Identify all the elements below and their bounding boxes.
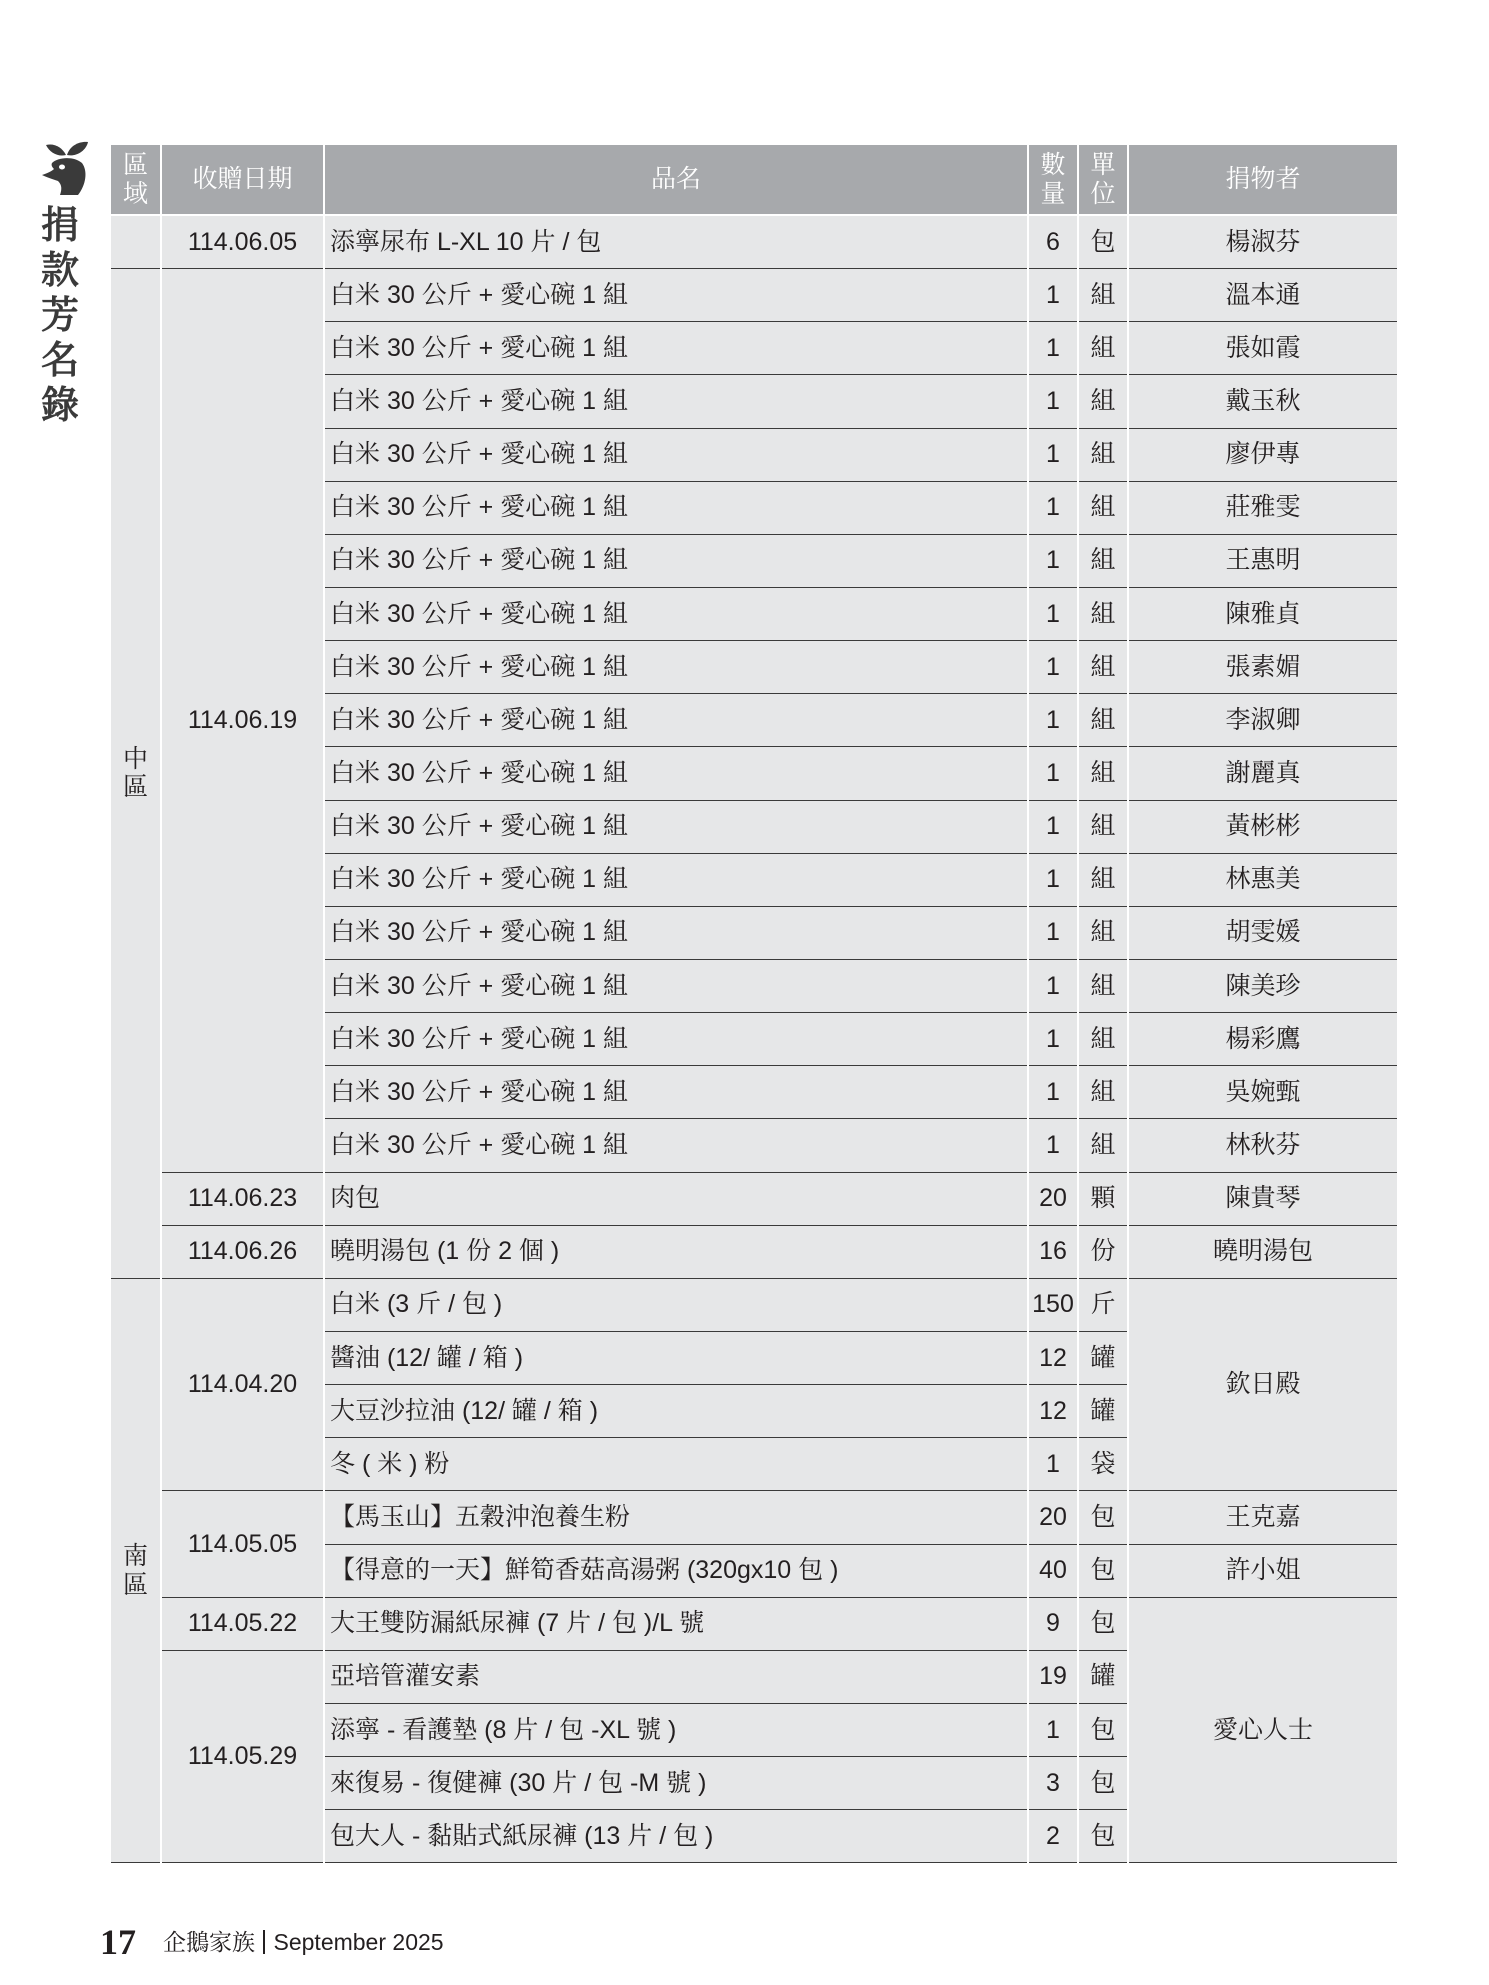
unit: 組 [1079,588,1127,641]
donor: 溫本通 [1129,269,1397,322]
date-cell: 114.05.22 [162,1598,323,1651]
header-area-label: 區域 [123,150,149,208]
date-cell: 114.05.29 [162,1651,323,1864]
quantity: 1 [1029,1066,1077,1119]
unit: 組 [1079,694,1127,747]
item-name: 【馬玉山】五穀沖泡養生粉 [325,1491,1027,1544]
quantity: 3 [1029,1757,1077,1810]
unit: 組 [1079,1066,1127,1119]
unit: 顆 [1079,1173,1127,1226]
donation-table [109,145,1399,1863]
unit: 組 [1079,1013,1127,1066]
unit: 罐 [1079,1385,1127,1438]
donor: 林秋芬 [1129,1119,1397,1172]
header-item: 品名 [325,145,1027,216]
donor: 陳貴琴 [1129,1173,1397,1226]
unit: 組 [1079,269,1127,322]
unit: 包 [1079,1491,1127,1544]
date-cell: 114.04.20 [162,1279,323,1492]
item-name: 亞培管灌安素 [325,1651,1027,1704]
unit: 組 [1079,641,1127,694]
unit: 包 [1079,1757,1127,1810]
donor: 吳婉甄 [1129,1066,1397,1119]
item-name: 【得意的一天】鮮筍香菇高湯粥 (320gx10 包 ) [325,1545,1027,1598]
item-name: 包大人 - 黏貼式紙尿褲 (13 片 / 包 ) [325,1810,1027,1863]
item-name: 添寧尿布 L-XL 10 片 / 包 [325,216,1027,269]
unit: 罐 [1079,1332,1127,1385]
donor: 李淑卿 [1129,694,1397,747]
donor: 陳雅貞 [1129,588,1397,641]
item-name: 白米 30 公斤 + 愛心碗 1 組 [325,641,1027,694]
quantity: 20 [1029,1491,1077,1544]
quantity: 1 [1029,747,1077,800]
unit: 組 [1079,535,1127,588]
donor: 胡雯媛 [1129,907,1397,960]
header-unit [1079,145,1127,216]
item-name: 白米 30 公斤 + 愛心碗 1 組 [325,801,1027,854]
donor: 曉明湯包 [1129,1226,1397,1279]
unit: 包 [1079,1704,1127,1757]
item-name: 白米 30 公斤 + 愛心碗 1 組 [325,482,1027,535]
item-name: 白米 30 公斤 + 愛心碗 1 組 [325,1066,1027,1119]
item-name: 白米 30 公斤 + 愛心碗 1 組 [325,269,1027,322]
quantity: 1 [1029,535,1077,588]
quantity: 1 [1029,1704,1077,1757]
quantity: 1 [1029,801,1077,854]
item-name: 白米 30 公斤 + 愛心碗 1 組 [325,747,1027,800]
donor: 許小姐 [1129,1545,1397,1598]
page-number: 17 [100,1922,136,1962]
quantity: 1 [1029,269,1077,322]
unit: 罐 [1079,1651,1127,1704]
area-cell [111,216,160,269]
item-name: 白米 30 公斤 + 愛心碗 1 組 [325,960,1027,1013]
quantity: 150 [1029,1279,1077,1332]
donor: 陳美珍 [1129,960,1397,1013]
header-unit-label: 單位 [1090,150,1116,208]
donor: 謝麗真 [1129,747,1397,800]
date-cell: 114.06.23 [162,1173,323,1226]
area-cell [111,1279,160,1864]
publication-name: 企鵝家族 [163,1928,255,1955]
quantity: 1 [1029,1438,1077,1491]
item-name: 醬油 (12/ 罐 / 箱 ) [325,1332,1027,1385]
donor: 愛心人士 [1129,1598,1397,1864]
unit: 組 [1079,375,1127,428]
quantity: 1 [1029,588,1077,641]
item-name: 肉包 [325,1173,1027,1226]
item-name: 來復易 - 復健褲 (30 片 / 包 -M 號 ) [325,1757,1027,1810]
table-row [111,1173,1397,1226]
quantity: 9 [1029,1598,1077,1651]
item-name: 冬 ( 米 ) 粉 [325,1438,1027,1491]
unit: 斤 [1079,1279,1127,1332]
section-title: 捐款芳名錄 [41,203,80,427]
header-area [111,145,160,216]
unit: 包 [1079,1598,1127,1651]
item-name: 白米 30 公斤 + 愛心碗 1 組 [325,588,1027,641]
quantity: 1 [1029,429,1077,482]
table-row [111,1491,1397,1544]
donor: 張如霞 [1129,322,1397,375]
donor: 王惠明 [1129,535,1397,588]
quantity: 40 [1029,1545,1077,1598]
unit: 組 [1079,960,1127,1013]
date-cell: 114.06.05 [162,216,323,269]
donor: 黃彬彬 [1129,801,1397,854]
unit: 組 [1079,482,1127,535]
unit: 組 [1079,1119,1127,1172]
item-name: 大王雙防漏紙尿褲 (7 片 / 包 )/L 號 [325,1598,1027,1651]
item-name: 白米 (3 斤 / 包 ) [325,1279,1027,1332]
donor: 王克嘉 [1129,1491,1397,1544]
item-name: 白米 30 公斤 + 愛心碗 1 組 [325,535,1027,588]
donor: 戴玉秋 [1129,375,1397,428]
date-cell: 114.06.26 [162,1226,323,1279]
quantity: 20 [1029,1173,1077,1226]
unit: 袋 [1079,1438,1127,1491]
table-row [111,1598,1397,1651]
header-qty [1029,145,1077,216]
footer-divider [263,1930,265,1954]
item-name: 白米 30 公斤 + 愛心碗 1 組 [325,429,1027,482]
donor: 張素媚 [1129,641,1397,694]
unit: 包 [1079,1545,1127,1598]
unit: 包 [1079,216,1127,269]
table-row [111,216,1397,269]
quantity: 2 [1029,1810,1077,1863]
quantity: 1 [1029,482,1077,535]
unit: 包 [1079,1810,1127,1863]
unit: 組 [1079,907,1127,960]
donor: 楊淑芬 [1129,216,1397,269]
header-donor: 捐物者 [1129,145,1397,216]
quantity: 1 [1029,854,1077,907]
item-name: 白米 30 公斤 + 愛心碗 1 組 [325,854,1027,907]
quantity: 1 [1029,694,1077,747]
table-row [111,269,1397,322]
footer [100,1920,444,1964]
table-header-row [111,145,1397,216]
date-cell: 114.06.19 [162,269,323,1172]
item-name: 白米 30 公斤 + 愛心碗 1 組 [325,1013,1027,1066]
unit: 份 [1079,1226,1127,1279]
unit: 組 [1079,801,1127,854]
quantity: 1 [1029,960,1077,1013]
issue-date: September 2025 [273,1928,444,1955]
date-cell: 114.05.05 [162,1491,323,1597]
area-label: 南區 [123,1541,149,1599]
donor: 莊雅雯 [1129,482,1397,535]
quantity: 1 [1029,1119,1077,1172]
table-row [111,1279,1397,1332]
donor: 欽日殿 [1129,1279,1397,1492]
area-cell [111,269,160,1279]
quantity: 1 [1029,907,1077,960]
unit: 組 [1079,322,1127,375]
donor: 廖伊專 [1129,429,1397,482]
item-name: 曉明湯包 (1 份 2 個 ) [325,1226,1027,1279]
area-label: 中區 [123,744,149,802]
quantity: 12 [1029,1332,1077,1385]
item-name: 添寧 - 看護墊 (8 片 / 包 -XL 號 ) [325,1704,1027,1757]
quantity: 1 [1029,322,1077,375]
unit: 組 [1079,854,1127,907]
penguin-sprout-logo-icon [42,139,90,197]
quantity: 12 [1029,1385,1077,1438]
quantity: 19 [1029,1651,1077,1704]
item-name: 白米 30 公斤 + 愛心碗 1 組 [325,694,1027,747]
header-date: 收贈日期 [162,145,323,216]
quantity: 6 [1029,216,1077,269]
header-qty-label: 數量 [1040,150,1066,208]
table-body [111,216,1397,1863]
item-name: 白米 30 公斤 + 愛心碗 1 組 [325,375,1027,428]
quantity: 1 [1029,375,1077,428]
donor: 楊彩鷹 [1129,1013,1397,1066]
item-name: 白米 30 公斤 + 愛心碗 1 組 [325,322,1027,375]
item-name: 白米 30 公斤 + 愛心碗 1 組 [325,907,1027,960]
item-name: 白米 30 公斤 + 愛心碗 1 組 [325,1119,1027,1172]
quantity: 1 [1029,641,1077,694]
unit: 組 [1079,747,1127,800]
table-row [111,1226,1397,1279]
item-name: 大豆沙拉油 (12/ 罐 / 箱 ) [325,1385,1027,1438]
unit: 組 [1079,429,1127,482]
quantity: 16 [1029,1226,1077,1279]
quantity: 1 [1029,1013,1077,1066]
donor: 林惠美 [1129,854,1397,907]
